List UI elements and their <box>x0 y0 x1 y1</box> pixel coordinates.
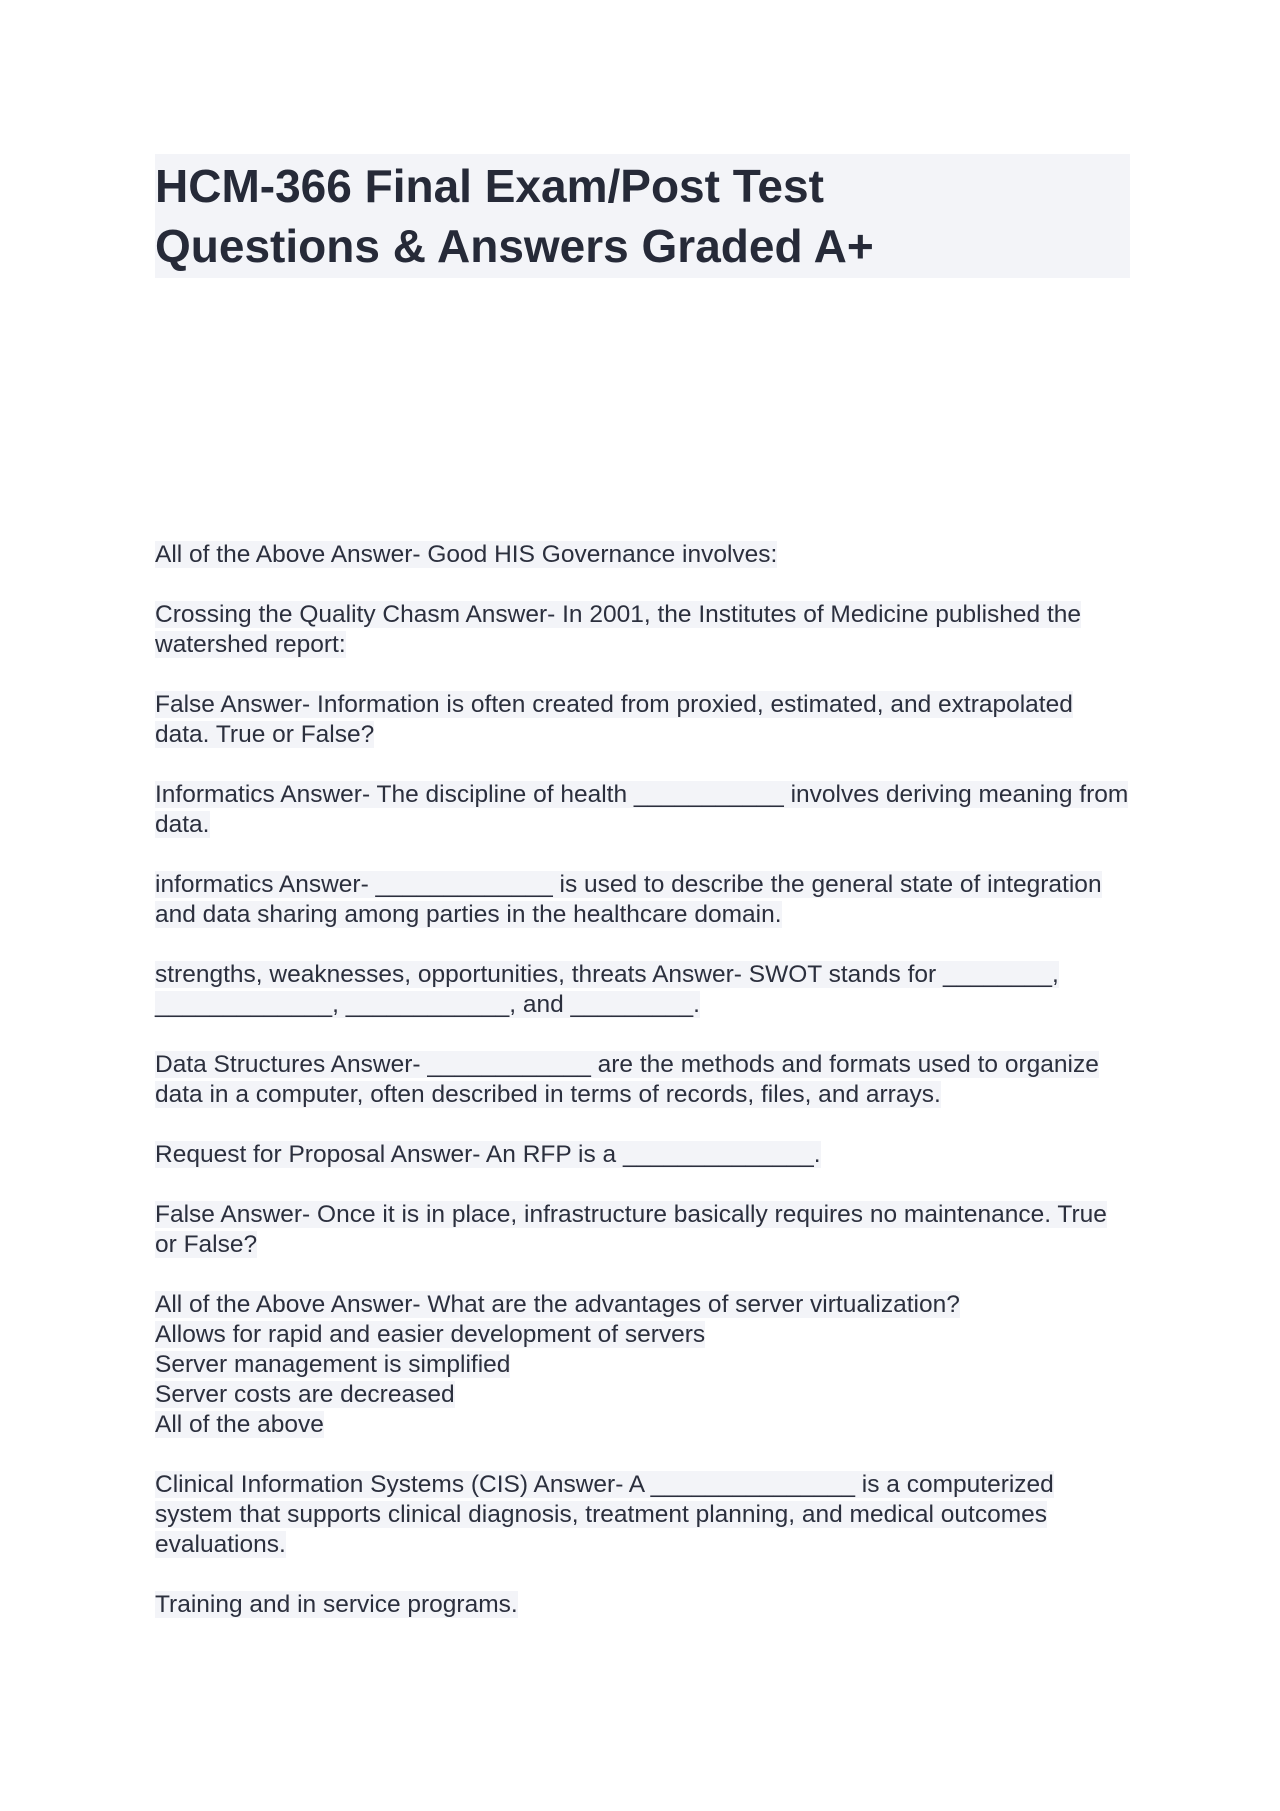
qa-text: informatics Answer- _____________ is used to describe the general state of integration and data sharing among parties in the healthcare domain. <box>155 871 1102 928</box>
qa-text: Data Structures Answer- ____________ are the methods and formats used to organize data in a computer, often described in terms of records, files, and arrays. <box>155 1051 1099 1108</box>
answer-option-text: All of the above <box>155 1411 324 1438</box>
title-line-1: HCM-366 Final Exam/Post Test <box>155 160 824 212</box>
qa-text: Informatics Answer- The discipline of health ___________ involves deriving meaning from data. <box>155 781 1129 838</box>
qa-text: Clinical Information Systems (CIS) Answer- A _______________ is a computerized system that supports clinical diagnosis, treatment planning, and medical outcomes evaluations. <box>155 1471 1054 1558</box>
answer-option <box>155 1380 1130 1410</box>
qa-text: All of the Above Answer- What are the advantages of server virtualization? <box>155 1291 960 1318</box>
qa-item <box>155 780 1130 840</box>
qa-text: Crossing the Quality Chasm Answer- In 2001, the Institutes of Medicine published the watershed report: <box>155 601 1082 658</box>
qa-item <box>155 690 1130 750</box>
qa-item <box>155 1200 1130 1260</box>
qa-text: Training and in service programs. <box>155 1591 518 1618</box>
document-page <box>155 154 1130 1618</box>
answer-option <box>155 1410 1130 1440</box>
qa-text: strengths, weaknesses, opportunities, threats Answer- SWOT stands for ________, _____________, ____________, and _________. <box>155 961 1059 1018</box>
qa-item <box>155 600 1130 660</box>
qa-item <box>155 1050 1130 1110</box>
qa-item <box>155 870 1130 930</box>
answer-option-text: Server costs are decreased <box>155 1381 455 1408</box>
qa-item <box>155 1470 1130 1560</box>
document-title <box>155 154 1130 278</box>
qa-item <box>155 540 1130 570</box>
qa-item <box>155 960 1130 1020</box>
answer-option <box>155 1320 1130 1350</box>
answer-option-text: Allows for rapid and easier development of servers <box>155 1321 706 1348</box>
qa-text: Request for Proposal Answer- An RFP is a ______________. <box>155 1141 821 1168</box>
qa-list <box>155 540 1130 1650</box>
qa-text: All of the Above Answer- Good HIS Governance involves: <box>155 541 778 568</box>
qa-item <box>155 1290 1130 1440</box>
title-line-2: Questions & Answers Graded A+ <box>155 220 874 272</box>
qa-item <box>155 1140 1130 1170</box>
answer-option-text: Server management is simplified <box>155 1351 511 1378</box>
answer-option <box>155 1350 1130 1380</box>
qa-text: False Answer- Information is often created from proxied, estimated, and extrapolated data. True or False? <box>155 691 1073 748</box>
qa-text: False Answer- Once it is in place, infrastructure basically requires no maintenance. True or False? <box>155 1201 1107 1258</box>
qa-item <box>155 1590 1130 1620</box>
